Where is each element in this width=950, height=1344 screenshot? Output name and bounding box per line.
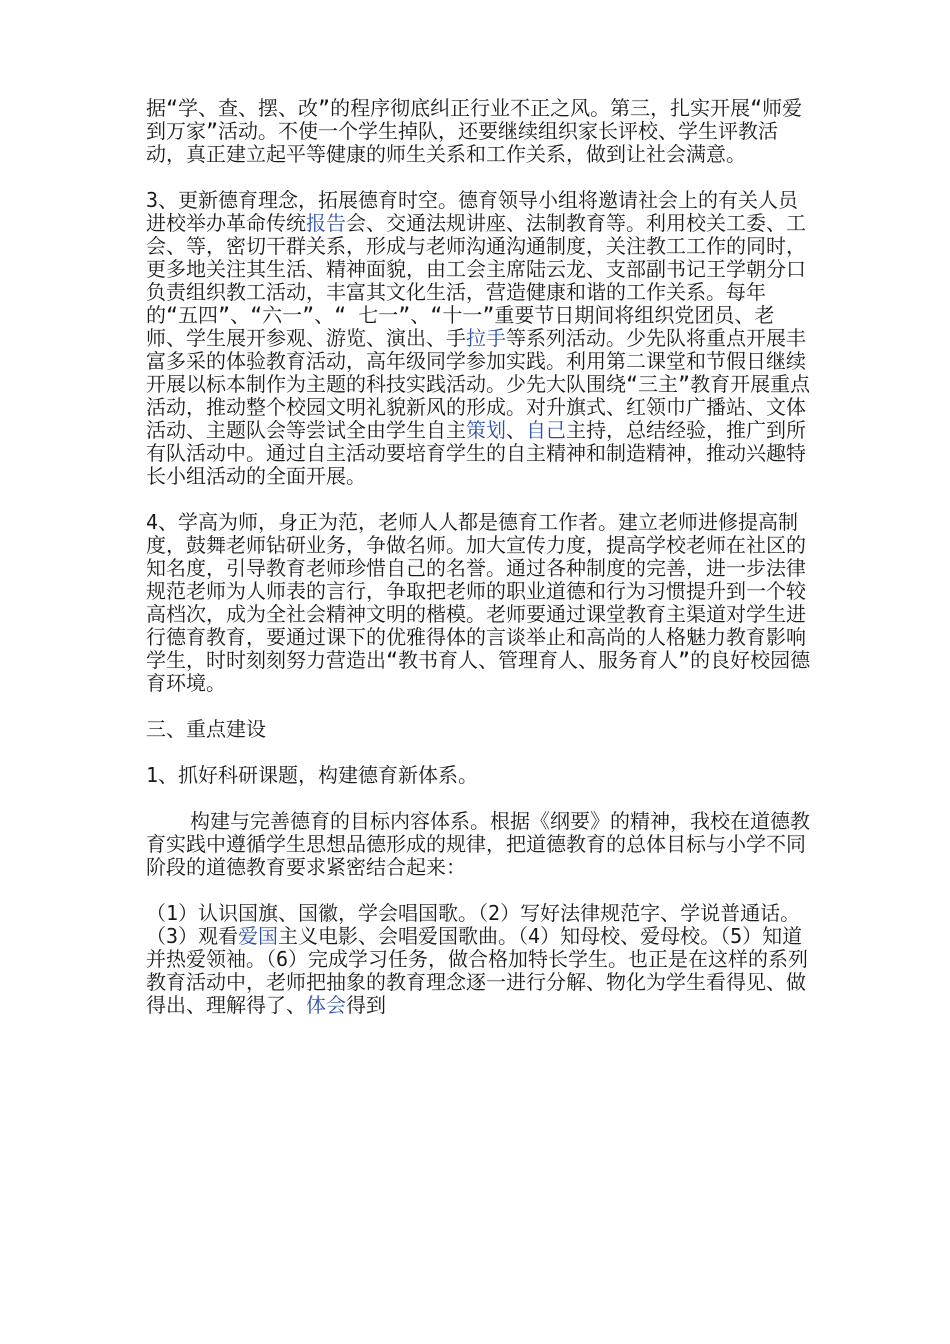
paragraph <box>146 810 811 879</box>
paragraph-text: 等系列活动。少先队将重点开展丰富多采的体验教育活动，高年级同学参加实践。利用第二课堂和节假日继续开展以标本制作为主题的科技实践活动。少先大队围绕“三主”教育开展重点活动，推动整个校园文明礼貌新风的形成。对升旗式、红领巾广播站、文体活动、主题队会等尝试全由学生自主 <box>146 326 811 442</box>
inline-link[interactable]: 拉手 <box>466 326 506 350</box>
paragraph-text: 3、更新德育理念，拓展德育时空。德育领导小组将邀请社会上的有关人员进校举办革命传统 <box>146 188 799 235</box>
paragraph-text: 据“学、查、摆、改”的程序彻底纠正行业不正之风。第三，扎实开展“师爱到万家”活动。不使一个学生掉队，还要继续组织家长评校、学生评教活动，真正建立起平等健康的师生关系和工作关系，做到让社会满意。 <box>146 96 803 166</box>
inline-link[interactable]: 体会 <box>306 993 346 1017</box>
inline-link[interactable]: 报告 <box>306 211 346 235</box>
paragraph-text: 构建与完善德育的目标内容体系。根据《纲要》的精神，我校在道德教育实践中遵循学生思想品德形成的规律，把道德教育的总体目标与小学不同阶段的道德教育要求紧密结合起来： <box>146 809 810 879</box>
paragraph-text: 4、学高为师，身正为范，老师人人都是德育工作者。建立老师进修提高制度，鼓舞老师钻研业务，争做名师。加大宣传力度，提高学校老师在社区的知名度，引导教育老师珍惜自己的名誉。通过各种制度的完善，进一步法律规范老师为人师表的言行，争取把老师的职业道德和行为习惯提升到一个较高档次，成为全社会精神文明的楷模。老师要通过课堂教育主渠道对学生进行德育教育，要通过课下的优雅得体的言谈举止和高尚的人格魅力教育影响学生，时时刻刻努力营造出“教书育人、管理育人、服务育人”的良好校园德育环境。 <box>146 510 811 695</box>
inline-link[interactable]: 自己 <box>526 418 566 442</box>
paragraph-text: 会、交通法规讲座、法制教育等。利用校关工委、工会、等，密切干群关系，形成与老师沟通沟通制度，关注教工工作的同时，更多地关注其生活、精神面貌，由工会主席陆云龙、支部副书记王学朝分口负责组织教工活动，丰富其文化生活，营造健康和谐的工作关系。每年的“五四”、“六一”、“ 七一”、“十一”重要节日期间将组织党团员、老师、学生展开参观、游览、演出、手 <box>146 211 806 350</box>
paragraph <box>146 718 811 741</box>
inline-link[interactable]: 策划 <box>466 418 506 442</box>
paragraph-text: 1、抓好科研课题，构建德育新体系。 <box>146 763 479 787</box>
inline-link[interactable]: 爱国 <box>238 924 279 948</box>
paragraph-text: 三、重点建设 <box>146 717 266 741</box>
paragraph <box>146 764 811 787</box>
paragraph-text: 得到 <box>346 993 386 1017</box>
paragraph-text: 、 <box>506 418 526 442</box>
paragraph <box>146 902 811 1017</box>
paragraph-text: 主义电影、会唱爱国歌曲。（4）知母校、爱母校。（5）知道并热爱领袖。（6）完成学习任务，做合格加特长学生。也正是在这样的系列教育活动中，老师把抽象的教育理念逐一进行分解、物化为学生看得见、做得出、理解得了、 <box>146 924 809 1017</box>
paragraph-text: （1）认识国旗、国徽，学会唱国歌。（2）写好法律规范字、学说普通话。（3）观看 <box>146 901 801 948</box>
document-body <box>146 97 811 1040</box>
paragraph-text: 主持，总结经验，推广到所有队活动中。通过自主活动要培育学生的自主精神和制造精神，推动兴趣特长小组活动的全面开展。 <box>146 418 806 488</box>
paragraph <box>146 97 811 166</box>
paragraph <box>146 511 811 695</box>
paragraph <box>146 189 811 488</box>
